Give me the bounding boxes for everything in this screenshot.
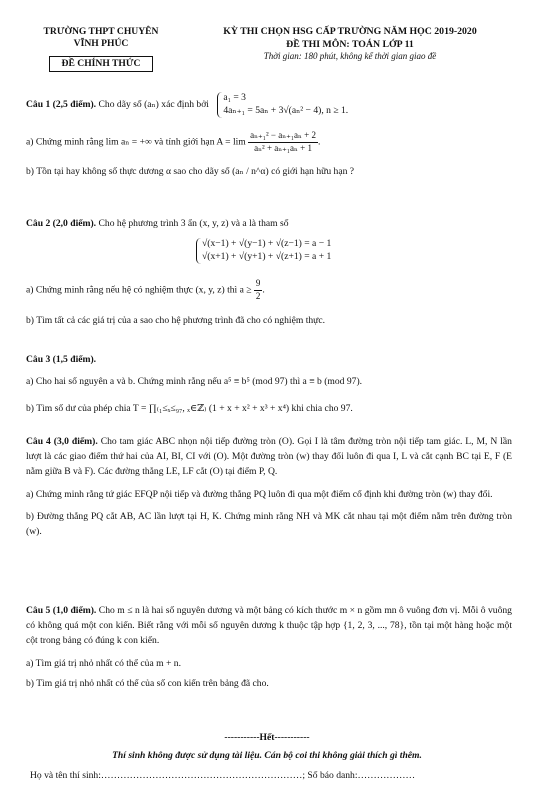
q4-part-a: a) Chứng minh rằng tứ giác EFQP nội tiếp và đường thẳng PQ luôn đi qua một điểm cố định khi đường tròn (w) thay đổi. [26, 488, 493, 500]
school-block [26, 26, 176, 72]
q1-part-b-text1: b) Tồn tại hay không số thực dương α sao cho dãy số [26, 166, 230, 178]
exam-title: KỲ THI CHỌN HSG CẤP TRƯỜNG NĂM HỌC 2019-2020 [223, 26, 477, 37]
q4-intro: Cho tam giác ABC nhọn nội tiếp đường tròn (O). Gọi I là tâm đường tròn nội tiếp tam giác. L, M, N lần lượt là các giao điểm thứ hai của AI, BI, CI với (O). Một đường tròn (w) thay đổi luôn đi qua I, L và cắt cạnh BC tại E, F (E nằm giữa B và F). Các đường thẳng LE, LF cắt (O) tại điểm P, Q. [26, 436, 512, 477]
q2-part-a: a) Chứng minh rằng nếu hệ có nghiệm thực (x, y, z) thì a ≥ [26, 284, 252, 296]
official-label: ĐỀ CHÍNH THỨC [49, 56, 154, 72]
q2-part-b: b) Tìm tất cả các giá trị của a sao cho hệ phương trình đã cho có nghiệm thực. [26, 314, 326, 326]
q1-fraction-denominator: aₙ² + aₙ₊₁aₙ + 1 [254, 142, 313, 153]
exam-time: Thời gian: 180 phút, không kể thời gian giao đề [263, 51, 437, 62]
question-3 [26, 354, 516, 415]
q2-system-line2: √(x+1) + √(y+1) + √(z+1) = a + 1 [202, 251, 332, 263]
exam-heading [190, 26, 510, 63]
q3-part-a: a) Cho hai số nguyên a và b. Chứng minh rằng nếu a⁵ ≡ b⁵ (mod 97) thì a ≡ b (mod 97). [26, 376, 363, 388]
q2-part-a-fraction [254, 278, 263, 302]
q2-fraction-denominator: 2 [255, 291, 261, 302]
candidate-info-line: Họ và tên thí sinh:………………………………………………………; Số báo danh:……………… [30, 770, 416, 781]
q3-label: Câu 3 (1,5 điểm). [26, 354, 97, 365]
question-5 [26, 604, 512, 692]
q5-part-a: a) Tìm giá trị nhỏ nhất có thể của m + n. [26, 657, 181, 669]
q1-fraction-numerator: aₙ₊₁² − aₙ₊₁aₙ + 2 [248, 130, 318, 143]
q2-fraction-numerator: 9 [254, 278, 263, 291]
q2-system [196, 238, 331, 264]
exam-note: Thí sinh không được sử dụng tài liệu. Cán bộ coi thi không giải thích gì thêm. [112, 750, 422, 761]
q1-intro: Cho dãy số (aₙ) xác định bởi [98, 99, 209, 111]
q3-part-b: b) Tìm số dư của phép chia T = ∏₍₁≤ₓ≤₉₇, ₓ∈ℤ₎ (1 + x + x² + x³ + x⁴) khi chia cho 97. [26, 402, 353, 414]
q1-system [217, 92, 348, 118]
q1-system-line1: a₁ = 3 [223, 92, 246, 103]
school-name: TRƯỜNG THPT CHUYÊN [43, 26, 159, 37]
q4-label: Câu 4 (3,0 điểm). [26, 436, 98, 447]
q4-part-b: b) Đường thẳng PQ cắt AB, AC lần lượt tại H, K. Chứng minh rằng NH và MK cắt nhau tại một điểm nằm trên đường tròn (w). [26, 511, 512, 538]
school-location: VĨNH PHÚC [73, 37, 129, 49]
question-2: Câu 2 (2,0 điểm). Cho hệ phương trình 3 ẩn (x, y, z) và a là tham số √(x−1) + √(y−1) + √(z−1) = a − 1 √(x+1) + √(y+1) + √(z+1) = a + 1 a) Chứng minh rằng nếu hệ có nghiệm thực (x, y, z) thì a ≥ $\frac{9}{2}$ . b) Tìm tất cả các giá trị của a sao cho hệ phương trình đã cho có nghiệm thực. [26, 218, 516, 327]
q1-part-b-text2: có giới hạn hữu hạn ? [271, 166, 355, 178]
question-4 [26, 435, 512, 540]
q1-system-line2: 4aₙ₊₁ = 5aₙ + 3√(aₙ² − 4), n ≥ 1. [223, 104, 349, 116]
q1-part-a: a) Chứng minh rằng lim aₙ = +∞ và tính giới hạn A = lim [26, 136, 246, 148]
end-mark: -----------Hết----------- [224, 732, 310, 743]
q1-part-b-sequence: (aₙ / n^α) [232, 166, 269, 178]
q2-label: Câu 2 (2,0 điểm). [26, 218, 97, 229]
q5-intro: Cho m ≤ n là hai số nguyên dương và một bảng có kích thước m × n gồm mn ô vuông đơn vị. Mỗi ô vuông có không quá một con kiến. Biết rằng với mỗi số nguyên dương k thuộc tập hợp {1, 2, 3, ..., 78}, tồn tại một hàng hoặc một cột trong bảng có đúng k con kiến. [26, 605, 512, 646]
q1-label: Câu 1 (2,5 điểm). [26, 99, 97, 111]
question-1: Câu 1 (2,5 điểm). Cho dãy số (aₙ) xác định bởi a₁ = 3 4aₙ₊₁ = 5aₙ + 3√(aₙ² − 4), n ≥ 1. a) Chứng minh rằng lim aₙ = +∞ và tính giới hạn A = lim $\frac{\text{aₙ₊₁² − aₙ₊₁aₙ + 2}}{\text{aₙ² + aₙ₊₁aₙ + 1}}$ . b) Tồn tại hay không số thực dương α sao cho dãy số (aₙ / n^α) có giới hạn hữu hạn ? [26, 92, 355, 178]
exam-subject: ĐỀ THI MÔN: TOÁN LỚP 11 [286, 38, 414, 50]
q5-part-b: b) Tìm giá trị nhỏ nhất có thể của số con kiến trên bảng đã cho. [26, 678, 269, 690]
q2-system-line1: √(x−1) + √(y−1) + √(z−1) = a − 1 [202, 238, 332, 250]
q5-label: Câu 5 (1,0 điểm). [26, 605, 97, 616]
q1-part-a-fraction [248, 130, 318, 154]
q2-intro: Cho hệ phương trình 3 ẩn (x, y, z) và a là tham số [98, 218, 289, 229]
